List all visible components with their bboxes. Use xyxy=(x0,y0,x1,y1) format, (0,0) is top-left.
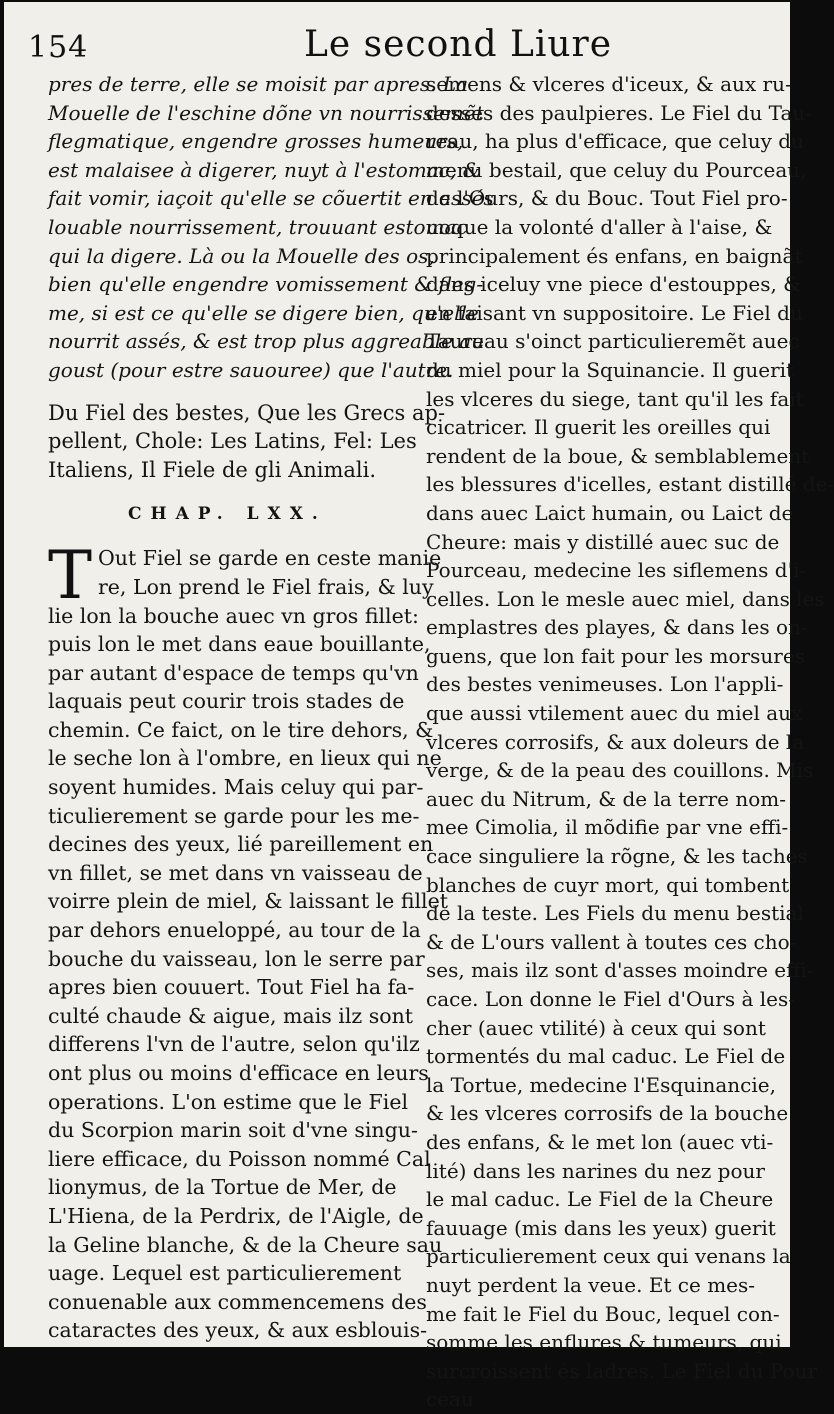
text-line: tormentés du mal caduc. Le Fiel de xyxy=(426,1044,786,1069)
spacer xyxy=(48,534,412,544)
spacer xyxy=(48,385,412,399)
text-line: vn fillet, se met dans vn vaisseau de xyxy=(48,860,423,885)
text-line: Out Fiel se garde en ceste manie xyxy=(98,546,442,571)
dropcap-letter: T xyxy=(48,537,93,615)
text-line: le seche lon à l'ombre, en lieux qui ne xyxy=(48,746,442,771)
text-line: me fait le Fiel du Bouc, lequel con- xyxy=(426,1301,780,1326)
text-line: Mouelle de l'eschine dõne vn nourrissemẽt xyxy=(48,100,484,125)
text-line: qui la digere. Là ou la Mouelle des os, xyxy=(48,243,435,268)
text-line: Cheure: mais y distillé auec suc de xyxy=(426,529,780,554)
running-title: Le second Liure xyxy=(304,24,613,65)
text-line: soyent humides. Mais celuy qui par- xyxy=(48,775,424,800)
left-column xyxy=(48,70,494,1345)
text-line: chemin. Ce faict, on le tire dehors, & xyxy=(48,717,434,742)
text-line: mee Cimolia, il mõdifie par vne effi- xyxy=(426,815,789,840)
text-line: cataractes des yeux, & aux esblouis- xyxy=(48,1318,428,1343)
text-line: surcroissent és ladres. Le Fiel du Pour xyxy=(426,1358,818,1383)
text-line: somme les enflures & tumeurs, qui xyxy=(426,1330,782,1355)
text-line: bouche du vaisseau, lon le serre par xyxy=(48,946,425,971)
text-line: lionymus, de la Tortue de Mer, de xyxy=(48,1175,397,1200)
text-line: du miel pour la Squinancie. Il guerit xyxy=(426,357,795,382)
text-line: fauuage (mis dans les yeux) guerit xyxy=(426,1215,776,1240)
text-line: semens & vlceres d'iceux, & aux ru- xyxy=(426,72,792,96)
text-line: les blessures d'icelles, estant distillé de- xyxy=(426,472,834,497)
text-line: lité) dans les narines du nez pour xyxy=(426,1158,765,1183)
text-line: de l'Ours, & du Bouc. Tout Fiel pro- xyxy=(426,186,788,211)
text-line: des enfans, & le met lon (auec vti- xyxy=(426,1129,774,1154)
text-line: louable nourrissement, trouuant estomac xyxy=(48,214,468,239)
text-line: reau, ha plus d'efficace, que celuy du xyxy=(426,129,804,154)
italic-paragraph xyxy=(48,70,494,385)
text-line: guens, que lon fait pour les morsures xyxy=(426,643,805,668)
text-line: celles. Lon le mesle auec miel, dans les xyxy=(426,586,825,611)
text-line: rendent de la boue, & semblablement xyxy=(426,443,810,468)
text-line: ticulierement se garde pour les me- xyxy=(48,803,420,828)
text-line: vlceres corrosifs, & aux doleurs de la xyxy=(426,729,805,754)
text-line: culté chaude & aigue, mais ilz sont xyxy=(48,1003,414,1028)
text-line: ceau xyxy=(426,1387,474,1412)
text-line: particulierement ceux qui venans la xyxy=(426,1244,791,1269)
right-column xyxy=(426,70,834,1414)
dropcap-lines xyxy=(48,544,442,601)
text-line: fait vomir, iaçoit qu'elle se cõuertit en assés xyxy=(48,186,494,211)
text-line: me, si est ce qu'elle se digere bien, qu'elle xyxy=(48,300,479,325)
text-line: conuenable aux commencemens des xyxy=(48,1289,427,1314)
text-line: re, Lon prend le Fiel frais, & luy xyxy=(98,574,434,599)
text-line: Pourceau, medecine les siflemens d'i- xyxy=(426,558,807,583)
text-line: flegmatique, engendre grosses humeurs, xyxy=(48,129,464,154)
section-heading xyxy=(48,399,446,485)
text-line: par autant d'espace de temps qu'vn xyxy=(48,660,419,685)
text-line: apres bien couuert. Tout Fiel ha fa- xyxy=(48,975,415,1000)
text-line: cace singuliere la rõgne, & les taches xyxy=(426,844,808,869)
text-line: par dehors enueloppé, au tour de la xyxy=(48,918,421,943)
text-line: puis lon le met dans eaue bouillante, xyxy=(48,632,431,657)
body-paragraph xyxy=(48,602,448,1345)
text-line: Taureau s'oinct particulieremẽt auec xyxy=(426,329,800,354)
text-line: ses, mais ilz sont d'asses moindre effi- xyxy=(426,958,814,983)
page-number: 154 xyxy=(28,30,89,65)
text-line: principalement és enfans, en baignãt xyxy=(426,243,803,268)
text-line: bien qu'elle engendre vomissement & fleg- xyxy=(48,272,484,297)
text-line: decines des yeux, lié pareillement en xyxy=(48,832,434,857)
text-line: desses des paulpieres. Le Fiel du Tau- xyxy=(426,100,813,125)
text-line: du Scorpion marin soit d'vne singu- xyxy=(48,1118,418,1143)
heading-line: pellent, Chole: Les Latins, Fel: Les xyxy=(48,429,417,454)
text-line: nourrit assés, & est trop plus aggreable au xyxy=(48,329,485,354)
right-paragraph xyxy=(426,70,834,1414)
text-line: & les vlceres corrosifs de la bouche xyxy=(426,1101,789,1126)
text-line: de la teste. Les Fiels du menu bestial xyxy=(426,901,804,926)
text-line: voirre plein de miel, & laissant le fillet xyxy=(48,889,448,914)
text-line: ont plus ou moins d'efficace en leurs xyxy=(48,1061,429,1085)
text-line: la Tortue, medecine l'Esquinancie, xyxy=(426,1072,776,1097)
book-page xyxy=(4,2,834,1412)
text-line: verge, & de la peau des couillons. Mis xyxy=(426,758,814,783)
text-line: est malaisee à digerer, nuyt à l'estomac, & xyxy=(48,157,481,182)
text-line: goust (pour estre sauouree) que l'autre. xyxy=(48,357,454,382)
text-line: des bestes venimeuses. Lon l'appli- xyxy=(426,672,784,697)
dropcap-paragraph xyxy=(48,537,442,615)
text-line: differens l'vn de l'autre, selon qu'ilz xyxy=(48,1032,420,1057)
text-line: laquais peut courir trois stades de xyxy=(48,689,405,714)
text-line: le mal caduc. Le Fiel de la Cheure xyxy=(426,1187,774,1212)
text-line: nuyt perdent la veue. Et ce mes- xyxy=(426,1272,756,1297)
text-line: cicatricer. Il guerit les oreilles qui xyxy=(426,415,771,440)
text-line: les vlceres du siege, tant qu'il les fait xyxy=(426,386,804,411)
text-line: emplastres des playes, & dans les on- xyxy=(426,615,808,640)
text-line: uoque la volonté d'aller à l'aise, & xyxy=(426,214,773,239)
text-line: la Geline blanche, & de la Cheure sau xyxy=(48,1232,443,1257)
text-line: liere efficace, du Poisson nommé Cal xyxy=(48,1146,431,1171)
text-line: cace. Lon donne le Fiel d'Ours à les- xyxy=(426,987,795,1011)
text-line: L'Hiena, de la Perdrix, de l'Aigle, de xyxy=(48,1203,424,1228)
text-line: blanches de cuyr mort, qui tombent xyxy=(426,872,790,897)
text-line: dans iceluy vne piece d'estouppes, & xyxy=(426,272,801,297)
text-line: & de L'ours vallent à toutes ces cho- xyxy=(426,929,797,954)
page-header xyxy=(4,24,790,70)
text-line: que aussi vtilement auec du miel aux xyxy=(426,701,803,726)
text-line: lie lon la bouche auec vn gros fillet: xyxy=(48,603,419,628)
text-line: auec du Nitrum, & de la terre nom- xyxy=(426,786,786,811)
text-line: pres de terre, elle se moisit par apres. La xyxy=(48,72,469,96)
heading-line: Du Fiel des bestes, Que les Grecs ap- xyxy=(48,400,446,425)
spacer xyxy=(48,484,412,494)
text-line: en faisant vn suppositoire. Le Fiel du xyxy=(426,300,803,325)
heading-line: Italiens, Il Fiele de gli Animali. xyxy=(48,457,377,482)
text-line: cher (auec vtilité) à ceux qui sont xyxy=(426,1015,766,1040)
text-line: menu bestail, que celuy du Pourceau, xyxy=(426,157,807,182)
text-line: uage. Lequel est particulierement xyxy=(48,1261,402,1286)
text-line: dans auec Laict humain, ou Laict de xyxy=(426,500,794,525)
chapter-label: CHAP. LXX. xyxy=(128,504,327,525)
text-line: operations. L'on estime que le Fiel xyxy=(48,1089,409,1114)
